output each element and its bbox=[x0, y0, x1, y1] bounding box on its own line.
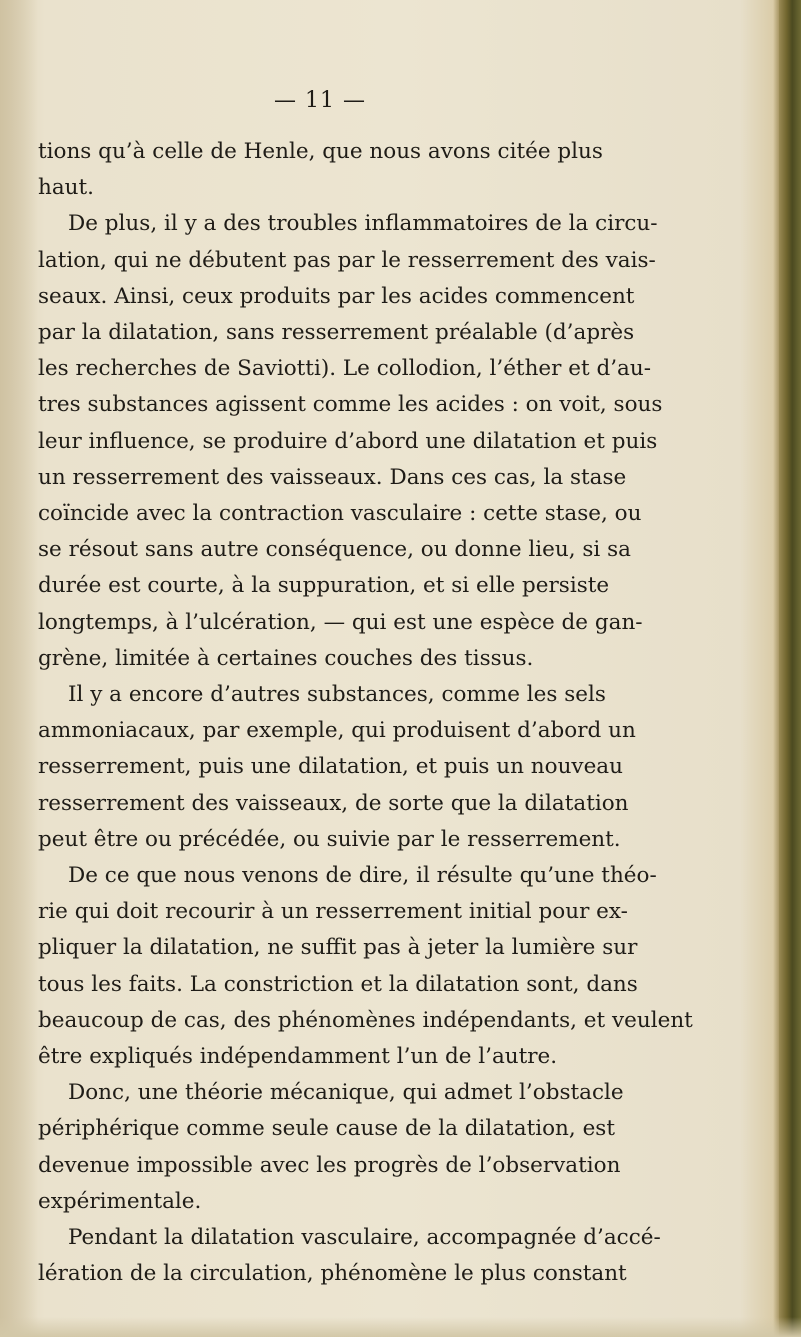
text-line: leur influence, se produire d’abord une dilatation et puis bbox=[38, 428, 658, 454]
text-line: être expliqués indépendamment l’un de l’autre. bbox=[38, 1044, 558, 1070]
body-text bbox=[38, 134, 693, 1293]
text-line: tres substances agissent comme les acides : on voit, sous bbox=[38, 392, 663, 418]
text-line: resserrement des vaisseaux, de sorte que la dilatation bbox=[38, 790, 629, 816]
text-line: grène, limitée à certaines couches des tissus. bbox=[38, 645, 534, 671]
text-line: Pendant la dilatation vasculaire, accompagnée d’accé- bbox=[68, 1225, 661, 1251]
text-line: longtemps, à l’ulcération, — qui est une espèce de gan- bbox=[38, 609, 643, 635]
text-line: durée est courte, à la suppuration, et si elle persiste bbox=[38, 573, 610, 599]
text-line: Il y a encore d’autres substances, comme les sels bbox=[68, 682, 606, 708]
text-line: Donc, une théorie mécanique, qui admet l’obstacle bbox=[68, 1080, 624, 1106]
text-line: un resserrement des vaisseaux. Dans ces cas, la stase bbox=[38, 464, 627, 490]
text-line: resserrement, puis une dilatation, et puis un nouveau bbox=[38, 754, 623, 780]
text-line: les recherches de Saviotti). Le collodion, l’éther et d’au- bbox=[38, 356, 651, 382]
page-bottom-shade bbox=[0, 1317, 801, 1337]
page-gutter-shadow bbox=[0, 0, 38, 1337]
page-number: — 11 — bbox=[274, 88, 366, 113]
text-line: tous les faits. La constriction et la dilatation sont, dans bbox=[38, 971, 638, 997]
text-line: peut être ou précédée, ou suivie par le resserrement. bbox=[38, 826, 621, 852]
text-line: De ce que nous venons de dire, il résulte qu’une théo- bbox=[68, 863, 657, 889]
text-line: périphérique comme seule cause de la dilatation, est bbox=[38, 1116, 615, 1142]
text-line: haut. bbox=[38, 175, 94, 201]
text-line: coïncide avec la contraction vasculaire : cette stase, ou bbox=[38, 501, 642, 527]
text-line: devenue impossible avec les progrès de l’observation bbox=[38, 1152, 621, 1178]
text-line: ammoniacaux, par exemple, qui produisent d’abord un bbox=[38, 718, 636, 744]
text-line: expérimentale. bbox=[38, 1188, 202, 1214]
text-line: rie qui doit recourir à un resserrement initial pour ex- bbox=[38, 899, 628, 925]
text-line: lération de la circulation, phénomène le plus constant bbox=[38, 1261, 627, 1287]
text-line: De plus, il y a des troubles inflammatoires de la circu- bbox=[68, 211, 658, 237]
text-line: tions qu’à celle de Henle, que nous avons citée plus bbox=[38, 139, 603, 164]
book-spine-edge bbox=[779, 0, 801, 1337]
text-line: pliquer la dilatation, ne suffit pas à jeter la lumière sur bbox=[38, 935, 638, 961]
text-line: se résout sans autre conséquence, ou donne lieu, si sa bbox=[38, 537, 631, 563]
text-line: seaux. Ainsi, ceux produits par les acides commencent bbox=[38, 283, 635, 309]
text-line: beaucoup de cas, des phénomènes indépendants, et veulent bbox=[38, 1007, 693, 1033]
text-line: par la dilatation, sans resserrement préalable (d’après bbox=[38, 320, 635, 346]
text-line: lation, qui ne débutent pas par le resserrement des vais- bbox=[38, 247, 656, 273]
